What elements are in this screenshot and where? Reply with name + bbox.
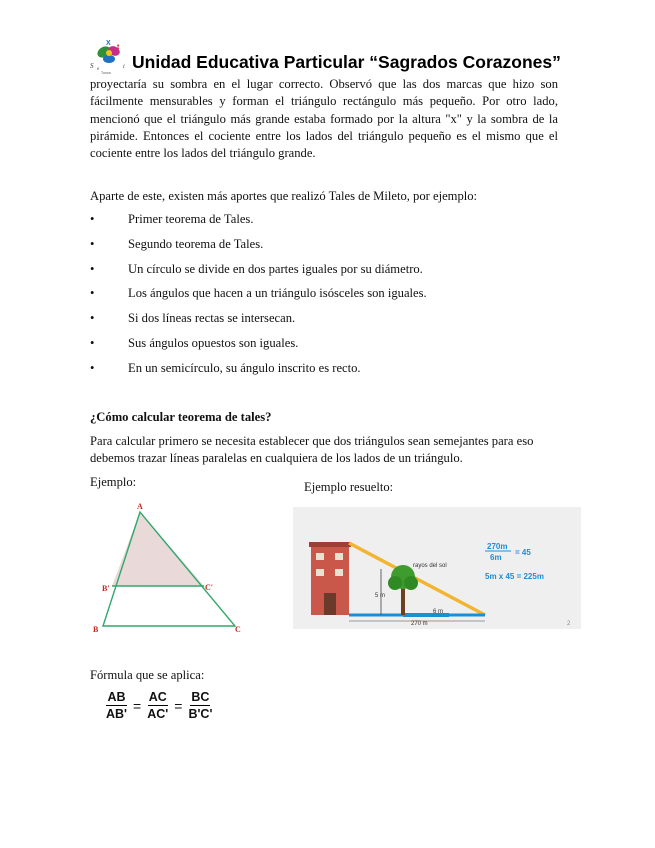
vertex-b-prime-label: B' bbox=[102, 584, 110, 593]
fraction-numerator: AC bbox=[148, 690, 167, 704]
fraction-denominator: AC' bbox=[147, 707, 169, 721]
bullet-icon: • bbox=[90, 311, 95, 326]
short-shadow-label: 6 m bbox=[433, 609, 444, 615]
tree-height-label: 5 m bbox=[375, 593, 386, 599]
vertex-c-prime-label: C' bbox=[205, 583, 213, 592]
logo-letter-x: X bbox=[106, 40, 111, 47]
bullet-icon: • bbox=[90, 212, 95, 226]
formula-label: Fórmula que se aplica: bbox=[90, 668, 205, 682]
fraction-numerator: BC bbox=[191, 690, 210, 704]
logo-motto: Tunca bbox=[101, 71, 111, 74]
logo-letter-t: t bbox=[117, 44, 120, 51]
long-shadow-label: 270 m bbox=[411, 621, 428, 627]
school-logo bbox=[88, 38, 132, 74]
building-icon bbox=[309, 542, 351, 615]
vertex-b-label: B bbox=[93, 625, 99, 634]
bullet-icon: • bbox=[90, 261, 95, 276]
page-mark: 2 bbox=[567, 621, 571, 627]
equals-sign: = bbox=[133, 697, 142, 714]
example-label: Ejemplo: bbox=[90, 475, 137, 489]
list-item-text: Si dos líneas rectas se intersecan. bbox=[128, 311, 296, 326]
logo-letter-i: i bbox=[123, 64, 125, 70]
fraction-denominator: 6m bbox=[490, 553, 502, 562]
school-name: Unidad Educativa Particular “Sagrados Corazones” bbox=[132, 52, 561, 72]
bullet-icon: • bbox=[90, 286, 95, 301]
thales-triangle-diagram bbox=[92, 498, 252, 638]
fraction-numerator: 270m bbox=[487, 542, 508, 551]
product-result: 5m x 45 = 225m bbox=[485, 572, 544, 581]
fraction-denominator: AB' bbox=[106, 707, 128, 721]
calc-paragraph: Para calcular primero se necesita establecer que dos triángulos sean semejantes para eso debemos trazar líneas paralelas en cualquiera de los lados de un triángulo. bbox=[90, 434, 534, 466]
solved-example-label: Ejemplo resuelto: bbox=[304, 480, 394, 494]
list-item-text: Sus ángulos opuestos son iguales. bbox=[128, 335, 299, 350]
fraction-result: = 45 bbox=[515, 548, 531, 557]
solved-example-illustration bbox=[293, 507, 581, 629]
fraction-numerator: AB bbox=[107, 690, 126, 704]
bullet-icon: • bbox=[90, 236, 95, 251]
list-item-text: Primer teorema de Tales. bbox=[128, 212, 254, 226]
fraction-bc bbox=[188, 690, 212, 721]
list-item-text: Los ángulos que hacen a un triángulo isósceles son iguales. bbox=[128, 286, 427, 301]
vertex-a-label: A bbox=[137, 502, 143, 511]
logo-letter-s: S bbox=[90, 62, 94, 70]
fraction-denominator: B'C' bbox=[188, 707, 213, 721]
section-heading: ¿Cómo calcular teorema de tales? bbox=[90, 410, 272, 424]
upper-triangle-fill bbox=[112, 512, 204, 586]
equals-sign: = bbox=[174, 697, 183, 714]
thales-formula bbox=[106, 690, 212, 721]
bullet-icon: • bbox=[90, 335, 95, 350]
logo-letter-e: e bbox=[97, 67, 100, 72]
fraction-ac bbox=[147, 690, 168, 721]
list-item-text: En un semicírculo, su ángulo inscrito es recto. bbox=[128, 360, 361, 375]
list-item-text: Segundo teorema de Tales. bbox=[128, 236, 264, 251]
aportes-intro: Aparte de este, existen más aportes que realizó Tales de Mileto, por ejemplo: bbox=[90, 189, 478, 203]
intro-paragraph: proyectaría su sombra en el lugar correcto. Observó que las dos marcas que hizo son fácilmente mensurables y forman el triángulo rectángulo más pequeño. Por otro lado, mencionó que el triángulo más grande estaba formado por la altura "x" y la sombra de la pirámide. Entonces el cociente entre los lados del triángulo pequeño es el mismo que el cociente entre los lados del triángulo grande. bbox=[90, 77, 558, 161]
list-item-text: Un círculo se divide en dos partes iguales por su diámetro. bbox=[128, 261, 423, 276]
sun-rays-label: rayos del sol bbox=[413, 563, 447, 569]
bullet-icon: • bbox=[90, 360, 95, 375]
vertex-c-label: C bbox=[235, 625, 241, 634]
fraction-ab bbox=[106, 690, 127, 721]
